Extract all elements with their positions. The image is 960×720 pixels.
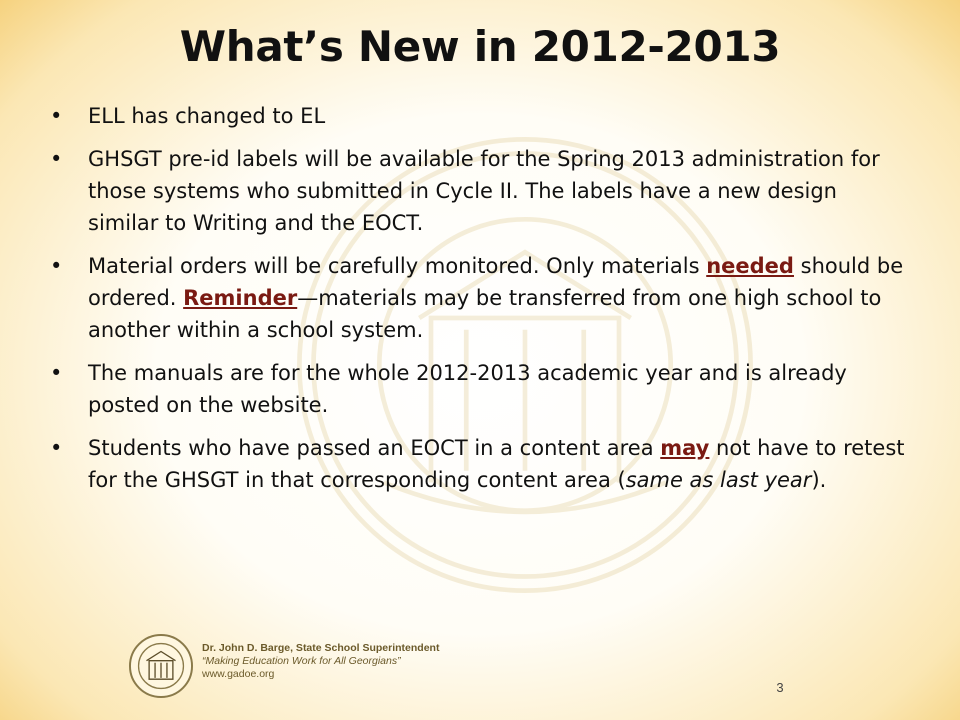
bullet-text: ELL has changed to EL xyxy=(88,104,326,128)
bullet-text: —materials may be transferred from one high school to another within a school system. xyxy=(88,286,882,342)
bullet-text: The manuals are for the whole 2012-2013 academic year and is already posted on the website. xyxy=(88,361,847,417)
footer-credits xyxy=(202,642,439,681)
bullet-marker: • xyxy=(50,104,63,128)
emphasis-text: needed xyxy=(706,254,794,278)
bullet-item xyxy=(48,357,908,421)
bullet-item xyxy=(48,432,908,496)
slide-page-number: 3 xyxy=(776,680,784,695)
bullet-marker: • xyxy=(50,147,63,171)
footer-motto: “Making Education Work for All Georgians” xyxy=(202,655,401,667)
bullet-text: Material orders will be carefully monitored. Only materials xyxy=(88,254,707,278)
italic-text: same as last year xyxy=(625,468,812,492)
slide-title: What’s New in 2012-2013 xyxy=(179,22,781,71)
department-of-education-seal-logo xyxy=(128,633,194,699)
emphasis-text: may xyxy=(660,436,710,460)
bullet-text: not have to retest for the GHSGT in that corresponding content area ( xyxy=(88,436,905,492)
bullet-marker: • xyxy=(50,254,63,278)
bullet-item xyxy=(48,100,908,132)
bullet-text: should be ordered. xyxy=(88,254,904,310)
footer-superintendent: Dr. John D. Barge, State School Superintendent xyxy=(202,642,440,654)
footer-website-link[interactable]: www.gadoe.org xyxy=(202,668,275,680)
bullet-text: Students who have passed an EOCT in a content area xyxy=(88,436,661,460)
bullet-text: GHSGT pre-id labels will be available for the Spring 2013 administration for those systems who submitted in Cycle II. The labels have a new design similar to Writing and the EOCT. xyxy=(88,147,880,235)
bullet-marker: • xyxy=(50,436,63,460)
bullet-list xyxy=(48,100,908,507)
bullet-marker: • xyxy=(50,361,63,385)
bullet-item xyxy=(48,250,908,346)
emphasis-text: Reminder xyxy=(183,286,298,310)
bullet-text: ). xyxy=(811,468,827,492)
bullet-item xyxy=(48,143,908,239)
